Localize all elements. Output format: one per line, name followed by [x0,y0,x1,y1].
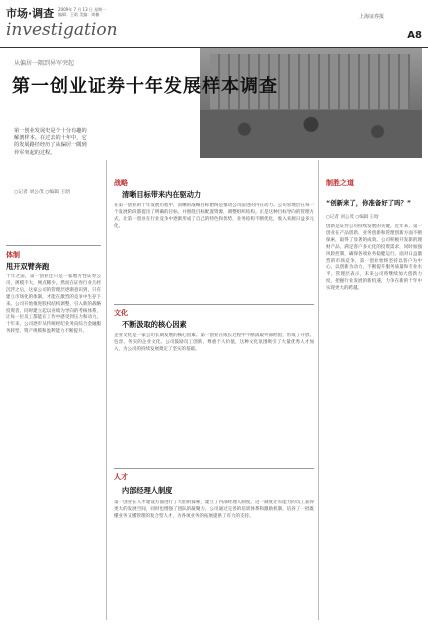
right-tag: 制胜之道 [326,179,354,187]
feature-headline: 第一创业证券十年发展样本调查 [12,76,278,97]
mid-body: 在第一创业的十年发展历程中，清晰的战略目标始终是推动公司前进的内在动力。公司管理层在每一个发展阶段都提出了明确的目标，并围绕目标配置资源，调整组织结构。正是这种目标导向的管理方式，让第一创业在行业竞争中逐渐形成了自己的特色和优势，业务结构不断优化，收入来源日益多元化。 [114,203,314,229]
divider [114,468,314,469]
section-label: 市场·调查 [6,7,55,20]
column-rule [106,160,107,620]
newspaper-name: 上海证券报 [358,14,384,20]
culture-body: 企业文化是一家公司长期发展的核心因素。第一创业在成长过程中不断汲取外部经验，形成了开放、包容、务实的企业文化。公司鼓励员工创新，尊重个人价值，这种文化氛围吸引了大量优秀人才加入，为公司的持续发展奠定了坚实的基础。 [114,333,314,352]
people-title: 内部经理人制度 [122,486,173,495]
section-subtitle: investigation [6,20,118,40]
feature-author: ○记者 刘公茂 ○编辑 王晗 [14,190,71,195]
left-title: 甩开双臂奔跑 [6,262,50,271]
right-credit: ○记者 刘公茂 ○编辑 王晗 [326,215,379,220]
right-title: “创新来了，你准备好了吗？” [326,199,412,207]
feature-intro: 从偏居一隅到异军突起 [14,60,75,67]
page-header [0,0,428,48]
mid-tag: 战略 [114,179,128,187]
left-tag: 体制 [6,251,20,259]
right-body: 创新是证券公司持续发展的关键。近年来，第一创业在产品创新、业务创新和管理创新方面不断探索，取得了显著的成效。公司积极开发新的理财产品，满足客户多元化的投资需求，同时加强风险控制，确保各项业务稳健运行。面对日益激烈的市场竞争，第一创业始终坚持以客户为中心，以创新为动力，不断提升服务质量和专业水平。管理层表示，未来公司将继续加大创新力度，把握行业发展的新机遇，力争在新的十年中实现更大的跨越。 [326,224,422,292]
mid-title: 清晰目标带来内在驱动力 [122,190,202,199]
feature-lead: 第一创业发展史是个十分有趣的解剖样本。在过去的十年中，它的发展路径经历了从偏居一隅到异军突起的过程。 [14,128,87,156]
culture-tag: 文化 [114,309,128,317]
dateline [58,7,106,17]
left-body: 十年之前，第一创业还只是一家地方性证券公司，规模不大，网点稀少。然而在证券行业几经沉浮之后，这家公司的管理层逐渐意识到，只有建立市场化的体制，才能在激烈的竞争中生存下来。公司开始推进股权结构调整，引入新的战略投资者，同时建立起以业绩为导向的考核体系，让每一位员工都能在工作中感受到压力和动力。十年来，公司逐步从传统经纪业务向综合金融服务转型，资产规模和盈利能力不断提升。 [6,274,101,335]
column-rule [318,160,319,620]
people-tag: 人才 [114,473,128,481]
page-number: A8 [407,30,422,41]
divider [6,245,101,246]
trading-floor-photo [200,48,422,158]
editor-text: 编辑：王晗 美编：周楠 [58,12,100,17]
culture-title: 不断汲取的核心因素 [122,320,187,329]
divider [114,304,314,305]
investor-crowd [200,110,422,158]
date-text: 2009年 7 月 13 日 星期一 [58,7,107,12]
people-body: 第一创业在人才建设方面进行了大胆的探索，建立了内部经理人制度。这一制度让有能力的员工获得更大的发展空间，同时也增强了团队的凝聚力。公司通过完善的培训体系和激励机制，培养了一批既懂业务又懂管理的复合型人才，为各项业务的拓展提供了有力的支持。 [114,500,314,519]
